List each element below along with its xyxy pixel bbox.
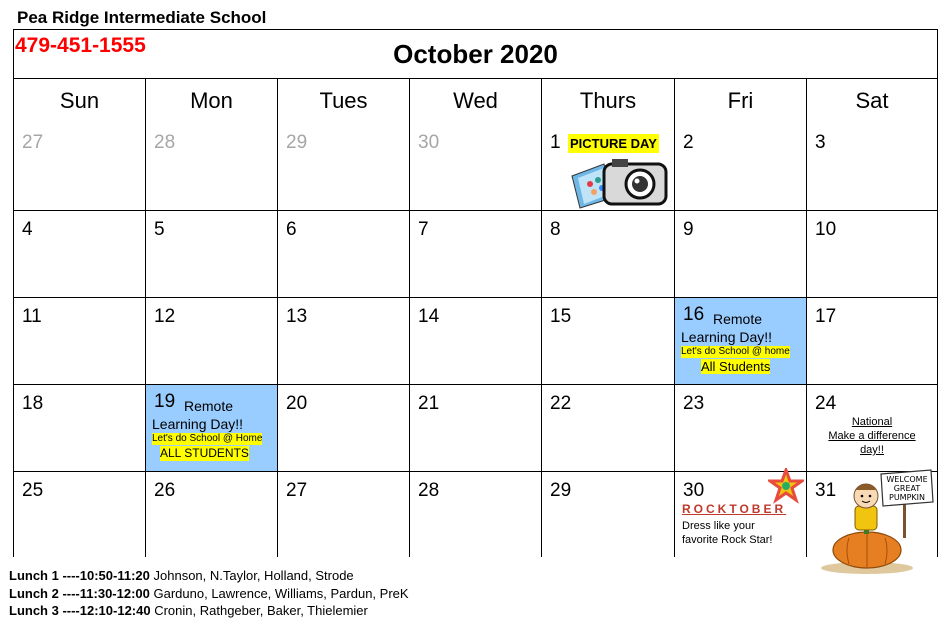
day-number: 26 (154, 480, 176, 501)
day-number: 3 (815, 132, 826, 153)
remote-label: Remote (713, 311, 763, 327)
day-cell (278, 298, 410, 385)
day-cell (675, 472, 807, 557)
day-number: 10 (815, 219, 837, 240)
day-number: 17 (815, 306, 837, 327)
day-number: 14 (418, 306, 440, 327)
national-day-line: day!! (860, 444, 884, 456)
lunch-teachers: Johnson, N.Taylor, Holland, Strode (153, 568, 354, 583)
day-cell (278, 472, 410, 557)
day-number: 2 (683, 132, 694, 153)
dow-tues: Tues (278, 78, 410, 124)
day-cell (410, 385, 542, 472)
day-cell (146, 298, 278, 385)
pumpkin-sign-line: GREAT (893, 484, 921, 493)
great-pumpkin-icon (819, 468, 939, 576)
day-number: 27 (22, 132, 44, 153)
dow-sun: Sun (14, 78, 146, 124)
day-number: 23 (683, 393, 705, 414)
rocktober-line: Dress like your (682, 520, 755, 532)
day-number: 18 (22, 393, 44, 414)
day-number: 7 (418, 219, 429, 240)
day-number: 29 (550, 480, 572, 501)
calendar (13, 29, 938, 557)
national-day-line: National (851, 416, 893, 428)
day-number: 6 (286, 219, 297, 240)
day-number: 4 (22, 219, 33, 240)
remote-label: Remote (184, 398, 234, 414)
day-number: 5 (154, 219, 165, 240)
day-number: 1 (550, 132, 561, 153)
pumpkin-sign-line: WELCOME (886, 475, 928, 484)
all-students-label: All Students (701, 359, 771, 374)
dow-mon: Mon (146, 78, 278, 124)
day-number: 31 (815, 480, 837, 501)
day-cell (807, 298, 937, 385)
day-cell (542, 124, 675, 211)
day-cell (675, 211, 807, 298)
day-number: 13 (286, 306, 308, 327)
lunch-teachers: Cronin, Rathgeber, Baker, Thielemier (154, 603, 368, 618)
day-cell (542, 211, 675, 298)
lunch-row (9, 586, 409, 601)
day-cell (807, 124, 937, 211)
day-cell (14, 298, 146, 385)
day-cell (278, 124, 410, 211)
day-number: 29 (286, 132, 308, 153)
dow-thurs: Thurs (542, 78, 675, 124)
day-cell (675, 298, 807, 385)
national-make-a-difference-day (807, 415, 937, 457)
all-students-label: ALL STUDENTS (160, 446, 249, 460)
day-number: 12 (154, 306, 176, 327)
day-number: 20 (286, 393, 308, 414)
phone-number: 479-451-1555 (15, 34, 146, 57)
day-cell (146, 472, 278, 557)
learning-day-label: Learning Day!! (681, 329, 773, 345)
pumpkin-sign-line: PUMPKIN (889, 493, 925, 502)
picture-day-label: PICTURE DAY (570, 136, 657, 151)
day-cell (278, 385, 410, 472)
month-title: October 2020 (14, 30, 937, 79)
lunch-row (9, 603, 368, 618)
learning-day-label: Learning Day!! (152, 416, 244, 432)
school-at-home-label: Let's do School @ Home (152, 433, 263, 444)
day-number: 28 (154, 132, 176, 153)
day-cell (14, 124, 146, 211)
school-at-home-label: Let's do School @ home (681, 346, 790, 357)
day-cell (14, 472, 146, 557)
day-number: 19 (154, 391, 176, 412)
national-day-line: Make a difference (828, 430, 916, 442)
day-number: 16 (683, 304, 705, 325)
day-number: 24 (815, 393, 837, 414)
rocktober-title: ROCKTOBER (682, 502, 787, 516)
day-cell (14, 211, 146, 298)
school-name: Pea Ridge Intermediate School (17, 8, 267, 27)
day-cell (807, 385, 937, 472)
day-number: 21 (418, 393, 440, 414)
day-cell (14, 385, 146, 472)
rocktober-line: favorite Rock Star! (682, 534, 773, 546)
day-number: 30 (418, 132, 440, 153)
day-number: 15 (550, 306, 572, 327)
dow-wed: Wed (410, 78, 542, 124)
day-number: 28 (418, 480, 440, 501)
day-cell (278, 211, 410, 298)
lunch-time: Lunch 3 ----12:10-12:40 (9, 603, 151, 618)
day-number: 30 (683, 480, 705, 501)
day-cell (410, 124, 542, 211)
day-cell (146, 211, 278, 298)
day-cell (542, 385, 675, 472)
day-number: 9 (683, 219, 694, 240)
camera-icon (568, 154, 672, 210)
day-cell (807, 472, 937, 557)
day-of-week-header (14, 78, 937, 125)
day-number: 11 (22, 306, 42, 327)
star-icon (768, 468, 804, 504)
day-number: 8 (550, 219, 561, 240)
day-cell (542, 298, 675, 385)
lunch-row (9, 568, 354, 583)
day-number: 27 (286, 480, 308, 501)
dow-sat: Sat (855, 88, 889, 113)
lunch-time: Lunch 2 ----11:30-12:00 (9, 585, 150, 601)
day-cell (410, 298, 542, 385)
day-number: 25 (22, 480, 44, 501)
lunch-teachers: Garduno, Lawrence, Williams, Pardun, PreK (153, 585, 409, 601)
day-cell (146, 124, 278, 211)
day-cell (675, 385, 807, 472)
day-cell (410, 472, 542, 557)
day-cell (675, 124, 807, 211)
day-cell (146, 385, 278, 472)
day-cell (410, 211, 542, 298)
day-number: 22 (550, 393, 572, 414)
dow-fri: Fri (675, 78, 807, 124)
lunch-time: Lunch 1 ----10:50-11:20 (9, 568, 150, 583)
day-cell (542, 472, 675, 557)
day-cell (807, 211, 937, 298)
